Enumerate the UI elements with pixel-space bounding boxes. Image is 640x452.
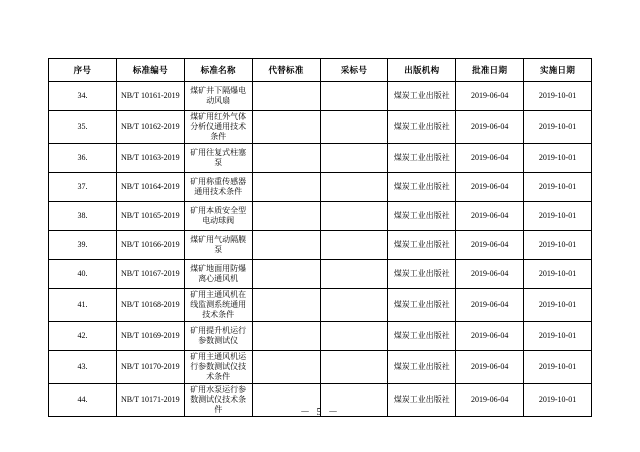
cell-org: 煤炭工业出版社 <box>388 144 456 173</box>
cell-impl-date: 2019-10-01 <box>524 111 592 144</box>
cell-org: 煤炭工业出版社 <box>388 260 456 289</box>
cell-replace <box>252 202 320 231</box>
cell-approve-date: 2019-06-04 <box>456 384 524 417</box>
cell-approve-date: 2019-06-04 <box>456 289 524 322</box>
cell-replace <box>252 173 320 202</box>
cell-name: 煤矿用气动隔膜泵 <box>184 231 252 260</box>
cell-seq: 43. <box>49 351 117 384</box>
cell-seq: 39. <box>49 231 117 260</box>
cell-code: NB/T 10161-2019 <box>116 82 184 111</box>
column-header-filing: 采标号 <box>320 59 388 82</box>
cell-impl-date: 2019-10-01 <box>524 202 592 231</box>
cell-filing <box>320 260 388 289</box>
cell-filing <box>320 82 388 111</box>
cell-code: NB/T 10170-2019 <box>116 351 184 384</box>
cell-name: 矿用本质安全型电动球阀 <box>184 202 252 231</box>
cell-replace <box>252 231 320 260</box>
cell-impl-date: 2019-10-01 <box>524 351 592 384</box>
cell-name: 煤矿井下隔爆电动风扇 <box>184 82 252 111</box>
cell-code: NB/T 10165-2019 <box>116 202 184 231</box>
cell-name: 矿用提升机运行参数测试仪 <box>184 322 252 351</box>
cell-org: 煤炭工业出版社 <box>388 202 456 231</box>
cell-replace <box>252 111 320 144</box>
cell-name: 矿用主通风机在线监测系统通用技术条件 <box>184 289 252 322</box>
page-number: － 5 － <box>300 407 340 418</box>
table-row <box>49 144 592 173</box>
cell-name: 煤矿地面用防爆离心通风机 <box>184 260 252 289</box>
cell-seq: 41. <box>49 289 117 322</box>
table-row <box>49 260 592 289</box>
cell-code: NB/T 10162-2019 <box>116 111 184 144</box>
cell-approve-date: 2019-06-04 <box>456 111 524 144</box>
table-body <box>49 82 592 417</box>
cell-seq: 42. <box>49 322 117 351</box>
cell-approve-date: 2019-06-04 <box>456 322 524 351</box>
cell-seq: 37. <box>49 173 117 202</box>
cell-approve-date: 2019-06-04 <box>456 351 524 384</box>
cell-seq: 34. <box>49 82 117 111</box>
cell-org: 煤炭工业出版社 <box>388 322 456 351</box>
cell-filing <box>320 322 388 351</box>
cell-filing <box>320 111 388 144</box>
cell-seq: 44. <box>49 384 117 417</box>
cell-impl-date: 2019-10-01 <box>524 260 592 289</box>
table-row <box>49 322 592 351</box>
table-header-row <box>49 59 592 82</box>
cell-approve-date: 2019-06-04 <box>456 144 524 173</box>
cell-impl-date: 2019-10-01 <box>524 231 592 260</box>
cell-seq: 38. <box>49 202 117 231</box>
column-header-seq: 序号 <box>49 59 117 82</box>
cell-approve-date: 2019-06-04 <box>456 231 524 260</box>
cell-replace <box>252 144 320 173</box>
cell-filing <box>320 231 388 260</box>
cell-impl-date: 2019-10-01 <box>524 384 592 417</box>
column-header-org: 出版机构 <box>388 59 456 82</box>
column-header-impl-date: 实施日期 <box>524 59 592 82</box>
cell-filing <box>320 173 388 202</box>
cell-filing <box>320 144 388 173</box>
cell-impl-date: 2019-10-01 <box>524 322 592 351</box>
cell-replace <box>252 82 320 111</box>
cell-org: 煤炭工业出版社 <box>388 82 456 111</box>
column-header-replace: 代替标准 <box>252 59 320 82</box>
cell-code: NB/T 10164-2019 <box>116 173 184 202</box>
cell-org: 煤炭工业出版社 <box>388 384 456 417</box>
cell-replace <box>252 351 320 384</box>
standards-table <box>48 58 592 417</box>
cell-replace <box>252 289 320 322</box>
cell-impl-date: 2019-10-01 <box>524 173 592 202</box>
cell-replace <box>252 322 320 351</box>
table-row <box>49 351 592 384</box>
cell-filing <box>320 351 388 384</box>
cell-code: NB/T 10166-2019 <box>116 231 184 260</box>
cell-name: 矿用往复式柱塞泵 <box>184 144 252 173</box>
cell-seq: 36. <box>49 144 117 173</box>
cell-impl-date: 2019-10-01 <box>524 144 592 173</box>
table-row <box>49 111 592 144</box>
cell-approve-date: 2019-06-04 <box>456 202 524 231</box>
column-header-code: 标准编号 <box>116 59 184 82</box>
cell-org: 煤炭工业出版社 <box>388 289 456 322</box>
table-row <box>49 173 592 202</box>
cell-org: 煤炭工业出版社 <box>388 231 456 260</box>
cell-name: 矿用水泵运行参数测试仪技术条件 <box>184 384 252 417</box>
cell-impl-date: 2019-10-01 <box>524 289 592 322</box>
cell-seq: 35. <box>49 111 117 144</box>
cell-code: NB/T 10169-2019 <box>116 322 184 351</box>
cell-name: 矿用主通风机运行参数测试仪技术条件 <box>184 351 252 384</box>
table-header <box>49 59 592 82</box>
cell-approve-date: 2019-06-04 <box>456 173 524 202</box>
cell-approve-date: 2019-06-04 <box>456 82 524 111</box>
cell-filing <box>320 289 388 322</box>
cell-name: 矿用称重传感器通用技术条件 <box>184 173 252 202</box>
cell-org: 煤炭工业出版社 <box>388 351 456 384</box>
cell-replace <box>252 260 320 289</box>
cell-impl-date: 2019-10-01 <box>524 82 592 111</box>
cell-org: 煤炭工业出版社 <box>388 173 456 202</box>
cell-org: 煤炭工业出版社 <box>388 111 456 144</box>
cell-code: NB/T 10163-2019 <box>116 144 184 173</box>
table-row <box>49 231 592 260</box>
cell-code: NB/T 10168-2019 <box>116 289 184 322</box>
table-row <box>49 82 592 111</box>
cell-approve-date: 2019-06-04 <box>456 260 524 289</box>
cell-code: NB/T 10171-2019 <box>116 384 184 417</box>
table-row <box>49 289 592 322</box>
column-header-approve-date: 批准日期 <box>456 59 524 82</box>
table-row <box>49 202 592 231</box>
cell-seq: 40. <box>49 260 117 289</box>
cell-filing <box>320 202 388 231</box>
cell-name: 煤矿用红外气体分析仪通用技术条件 <box>184 111 252 144</box>
column-header-name: 标准名称 <box>184 59 252 82</box>
cell-code: NB/T 10167-2019 <box>116 260 184 289</box>
